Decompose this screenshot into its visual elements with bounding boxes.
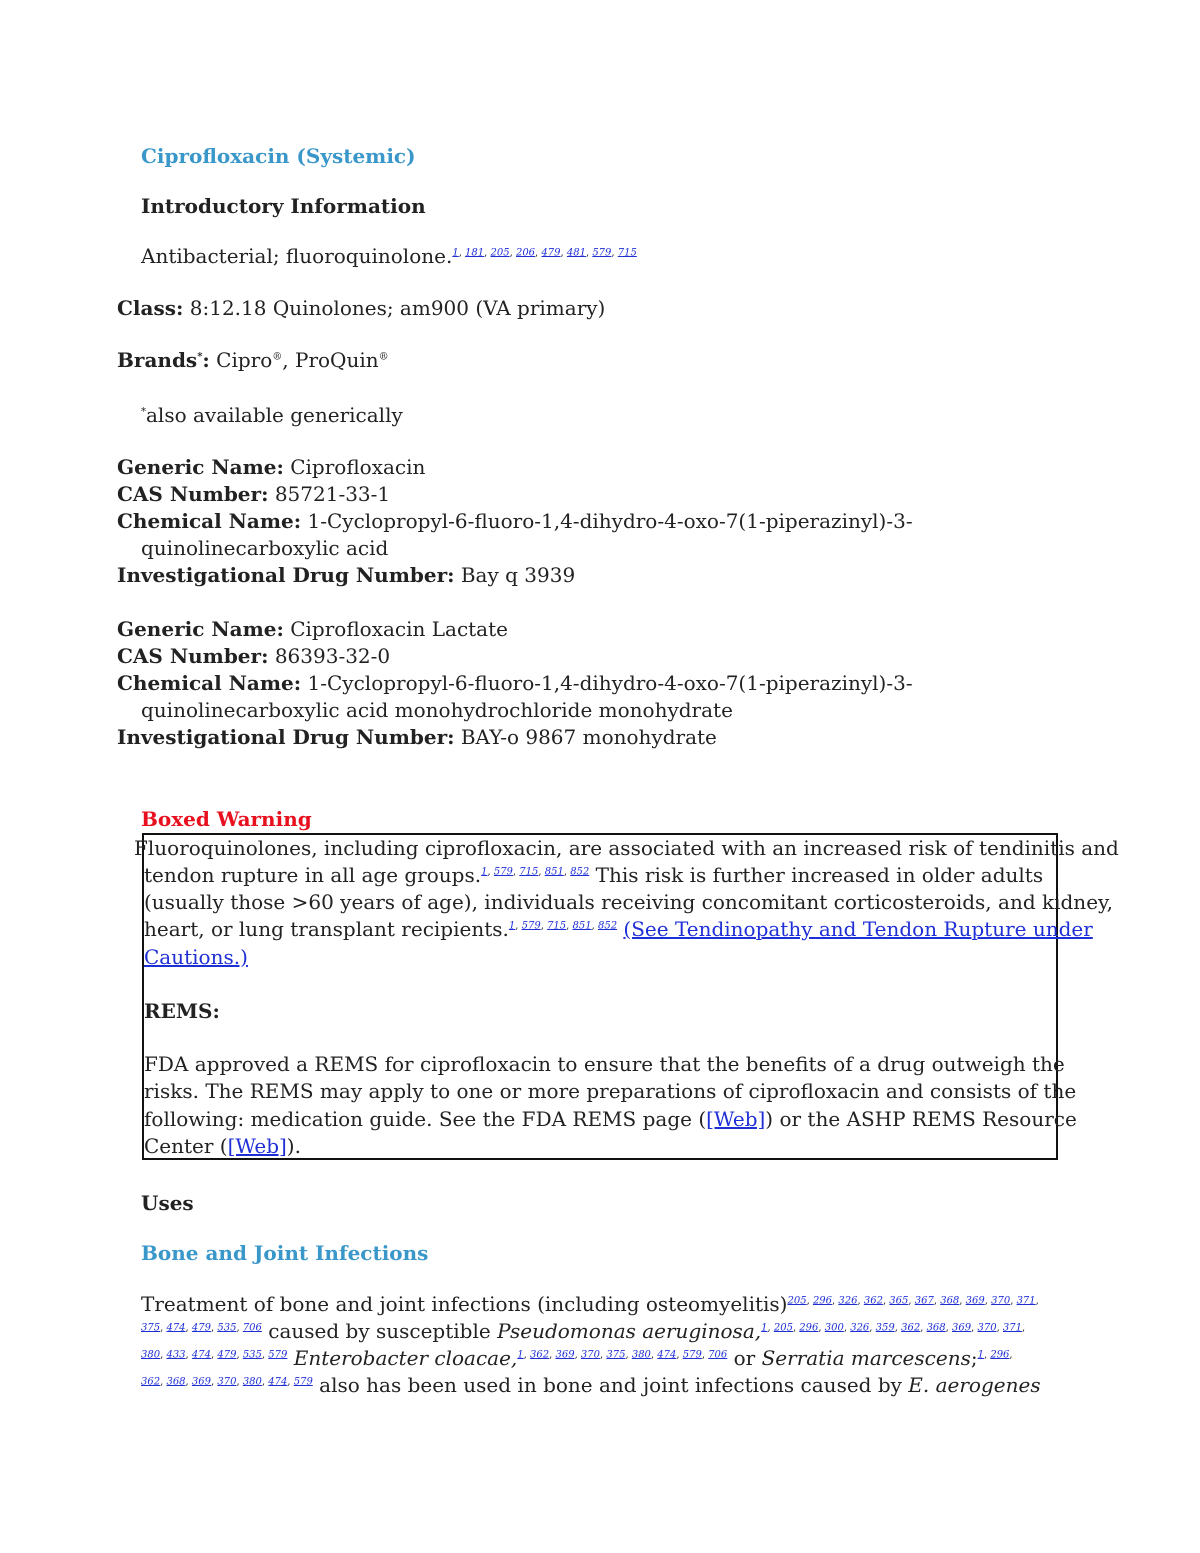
ref-link[interactable]: 181	[465, 247, 485, 259]
ref-link[interactable]: 368	[166, 1376, 186, 1388]
bone-line	[141, 1373, 1041, 1397]
ref-link[interactable]: 359	[875, 1322, 895, 1334]
generic-label: Generic Name:	[117, 455, 284, 479]
ref-link[interactable]: 715	[617, 247, 637, 259]
boxed-text: This risk is further increased in older adults	[589, 863, 1044, 887]
ref-link[interactable]: 369	[191, 1376, 211, 1388]
ref-link[interactable]: 326	[838, 1295, 858, 1307]
class-value: 8:12.18 Quinolones; am900 (VA primary)	[189, 296, 606, 320]
c2-chem	[117, 671, 913, 695]
brands-star: *	[197, 351, 203, 363]
ref-link[interactable]: 369	[952, 1322, 972, 1334]
ref-link[interactable]: 535	[242, 1349, 262, 1361]
ref-link[interactable]: 205	[787, 1295, 807, 1307]
ref-link[interactable]: 370	[217, 1376, 237, 1388]
ref-link[interactable]: 481	[566, 247, 586, 259]
inv-value: BAY-o 9867 monohydrate	[460, 725, 717, 749]
bone-line	[141, 1346, 1013, 1370]
intro-line	[141, 244, 637, 268]
ref-link[interactable]: 369	[555, 1349, 575, 1361]
c2-cas	[117, 644, 390, 668]
brands-line: Brands*: Cipro®, ProQuin®	[117, 348, 389, 372]
chem-label: Chemical Name:	[117, 671, 302, 695]
ref-link[interactable]: 365	[889, 1295, 909, 1307]
ref-link[interactable]: 1	[761, 1322, 768, 1334]
ref-link[interactable]: 369	[965, 1295, 985, 1307]
ref-link[interactable]: 852	[597, 920, 618, 932]
bone-refs: 362, 368, 369, 370, 380, 474, 579	[141, 1376, 313, 1388]
ref-link[interactable]: 579	[268, 1349, 288, 1361]
rems-line: FDA approved a REMS for ciprofloxacin to ensure that the benefits of a drug outweigh the	[144, 1052, 1065, 1076]
ref-link[interactable]: 715	[519, 866, 539, 878]
cas-value: 85721-33-1	[274, 482, 391, 506]
ref-link[interactable]: 535	[217, 1322, 237, 1334]
page-title: Ciprofloxacin (Systemic)	[141, 144, 416, 168]
ref-link[interactable]: 579	[521, 920, 541, 932]
ref-link[interactable]: 296	[799, 1322, 819, 1334]
ref-link[interactable]: 367	[914, 1295, 934, 1307]
bone-refs: 1, 296,	[977, 1349, 1013, 1361]
class-line	[117, 296, 605, 320]
reg-mark: ®	[378, 351, 389, 363]
bone-refs: 205, 296, 326, 362, 365, 367, 368, 369, 370, 371,	[787, 1295, 1039, 1307]
brand-cipro: Cipro	[216, 348, 273, 372]
ref-link[interactable]: 296	[812, 1295, 833, 1307]
rems-line	[144, 1134, 301, 1158]
ref-link[interactable]: 474	[166, 1322, 186, 1334]
inv-label: Investigational Drug Number:	[117, 563, 455, 587]
bone-line	[141, 1292, 1039, 1316]
inv-label: Investigational Drug Number:	[117, 725, 455, 749]
ref-link[interactable]: 479	[191, 1322, 211, 1334]
generic-note	[141, 403, 403, 427]
organism: Enterobacter cloacae,	[287, 1346, 518, 1370]
ref-link[interactable]: 371	[1002, 1322, 1023, 1334]
ref-link[interactable]: 474	[191, 1349, 211, 1361]
organism: Serratia marcescens	[761, 1346, 971, 1370]
ref-link[interactable]: 296	[990, 1349, 1010, 1361]
c2-generic	[117, 617, 508, 641]
cas-label: CAS Number:	[117, 482, 269, 506]
boxed-warning-heading: Boxed Warning	[141, 807, 312, 831]
c1-generic	[117, 455, 425, 479]
boxed-line	[144, 917, 1093, 941]
ref-link[interactable]: 375	[606, 1349, 626, 1361]
generic-value: Ciprofloxacin Lactate	[290, 617, 508, 641]
ref-link[interactable]: 706	[242, 1322, 262, 1334]
cas-value: 86393-32-0	[274, 644, 391, 668]
ref-link[interactable]: 380	[631, 1349, 651, 1361]
ref-link[interactable]: 370	[580, 1349, 601, 1361]
ref-link[interactable]: 205	[773, 1322, 793, 1334]
c1-chem-cont: quinolinecarboxylic acid	[141, 536, 389, 560]
bone-refs: 1, 205, 296, 300, 326, 359, 362, 368, 369, 370, 371,	[761, 1322, 1026, 1334]
organism: E. aerogenes	[908, 1373, 1041, 1397]
bone-text: ;	[970, 1346, 978, 1370]
bone-refs: 375, 474, 479, 535, 706	[141, 1322, 262, 1334]
ref-link[interactable]: 362	[141, 1376, 161, 1388]
fda-rems-web-link[interactable]: [Web]	[706, 1107, 766, 1131]
bone-text: Treatment of bone and joint infections (including osteomyelitis)	[141, 1292, 788, 1316]
boxed-line: Fluoroquinolones, including ciprofloxacin, are associated with an increased risk of tendinitis and	[134, 836, 1119, 860]
boxed-line	[144, 945, 248, 969]
ref-link[interactable]: 362	[901, 1322, 921, 1334]
cas-label: CAS Number:	[117, 644, 269, 668]
brands-colon: :	[202, 348, 210, 372]
bone-text: also has been used in bone and joint infections caused by	[312, 1373, 909, 1397]
rems-text: following: medication guide. See the FDA REMS page (	[144, 1107, 707, 1131]
c2-inv	[117, 725, 717, 749]
intro-text: Antibacterial; fluoroquinolone.	[141, 244, 453, 268]
ref-link[interactable]: 1	[977, 1349, 984, 1361]
ref-link[interactable]: 1	[517, 1349, 524, 1361]
ref-link[interactable]: 1	[452, 247, 459, 259]
ref-link[interactable]: 579	[682, 1349, 702, 1361]
ref-link[interactable]: 1	[481, 866, 488, 878]
ref-link[interactable]: 852	[570, 866, 590, 878]
rems-line: risks. The REMS may apply to one or more preparations of ciprofloxacin and consists of the	[144, 1079, 1077, 1103]
ref-link[interactable]: 368	[926, 1322, 946, 1334]
c1-cas	[117, 482, 390, 506]
ref-link[interactable]: 371	[1016, 1295, 1036, 1307]
bone-text: caused by susceptible	[261, 1319, 498, 1343]
ref-link[interactable]: 579	[293, 1376, 313, 1388]
rems-text: Center (	[144, 1134, 228, 1158]
see-cautions-link[interactable]: Cautions.)	[144, 945, 248, 969]
boxed-refs: 1, 579, 715, 851, 852	[508, 920, 618, 932]
ref-link[interactable]: 579	[592, 247, 612, 259]
boxed-line	[144, 863, 1043, 887]
ref-link[interactable]: 479	[541, 247, 561, 259]
ref-link[interactable]: 474	[268, 1376, 288, 1388]
ref-link[interactable]: 375	[141, 1322, 161, 1334]
ref-link[interactable]: 326	[850, 1322, 870, 1334]
generic-note-star: *	[141, 406, 146, 418]
chem-value: 1-Cyclopropyl-6-fluoro-1,4-dihydro-4-oxo-7(1-piperazinyl)-3-	[307, 509, 913, 533]
ref-link[interactable]: 380	[242, 1376, 262, 1388]
ref-link[interactable]: 300	[824, 1322, 844, 1334]
brands-label: Brands	[117, 348, 198, 372]
class-label: Class:	[117, 296, 184, 320]
ref-link[interactable]: 1	[508, 920, 516, 932]
boxed-text: heart, or lung transplant recipients.	[144, 917, 509, 941]
bone-heading: Bone and Joint Infections	[141, 1241, 429, 1265]
brand-proquin: ProQuin	[295, 348, 379, 372]
c2-chem-cont: quinolinecarboxylic acid monohydrochloride monohydrate	[141, 698, 733, 722]
reg-mark: ®	[272, 351, 283, 363]
rems-line	[144, 1107, 1077, 1131]
bone-refs: 1, 362, 369, 370, 375, 380, 474, 579, 706	[517, 1349, 728, 1361]
ref-link[interactable]: 433	[166, 1349, 186, 1361]
boxed-refs: 1, 579, 715, 851, 852	[481, 866, 590, 878]
ref-link[interactable]: 851	[544, 866, 564, 878]
boxed-line: (usually those >60 years of age), individuals receiving concomitant corticosteroids, and kidney,	[144, 890, 1114, 914]
bone-line	[141, 1319, 1025, 1343]
rems-text: ) or the ASHP REMS Resource	[765, 1107, 1077, 1131]
ref-link[interactable]: 715	[547, 920, 567, 932]
ref-link[interactable]: 362	[530, 1349, 550, 1361]
chem-value: 1-Cyclopropyl-6-fluoro-1,4-dihydro-4-oxo-7(1-piperazinyl)-3-	[307, 671, 913, 695]
ref-link[interactable]: 380	[141, 1349, 161, 1361]
uses-heading: Uses	[141, 1191, 194, 1215]
ref-link[interactable]: 479	[217, 1349, 237, 1361]
ref-link[interactable]: 362	[863, 1295, 883, 1307]
c1-chem	[117, 509, 913, 533]
organism: Pseudomonas aeruginosa,	[497, 1319, 762, 1343]
generic-label: Generic Name:	[117, 617, 284, 641]
generic-value: Ciprofloxacin	[290, 455, 426, 479]
ashp-rems-web-link[interactable]: [Web]	[227, 1134, 287, 1158]
c1-inv	[117, 563, 575, 587]
bone-refs: 380, 433, 474, 479, 535, 579	[141, 1349, 288, 1361]
ref-link[interactable]: 474	[657, 1349, 677, 1361]
rems-heading: REMS:	[144, 999, 220, 1023]
ref-link[interactable]: 579	[493, 866, 513, 878]
intro-heading: Introductory Information	[141, 194, 426, 218]
ref-link[interactable]: 206	[515, 247, 536, 259]
ref-link[interactable]: 706	[708, 1349, 728, 1361]
intro-refs: 1, 181, 205, 206, 479, 481, 579, 715	[452, 247, 637, 259]
inv-value: Bay q 3939	[460, 563, 576, 587]
see-tendinopathy-link[interactable]: (See Tendinopathy and Tendon Rupture under	[623, 917, 1093, 941]
ref-link[interactable]: 370	[991, 1295, 1011, 1307]
chem-label: Chemical Name:	[117, 509, 302, 533]
ref-link[interactable]: 370	[977, 1322, 997, 1334]
boxed-text: tendon rupture in all age groups.	[144, 863, 482, 887]
rems-text: ).	[286, 1134, 301, 1158]
bone-text: or	[727, 1346, 762, 1370]
ref-link[interactable]: 205	[490, 247, 510, 259]
generic-note-text: also available generically	[146, 403, 403, 427]
ref-link[interactable]: 851	[572, 920, 592, 932]
ref-link[interactable]: 368	[940, 1295, 960, 1307]
